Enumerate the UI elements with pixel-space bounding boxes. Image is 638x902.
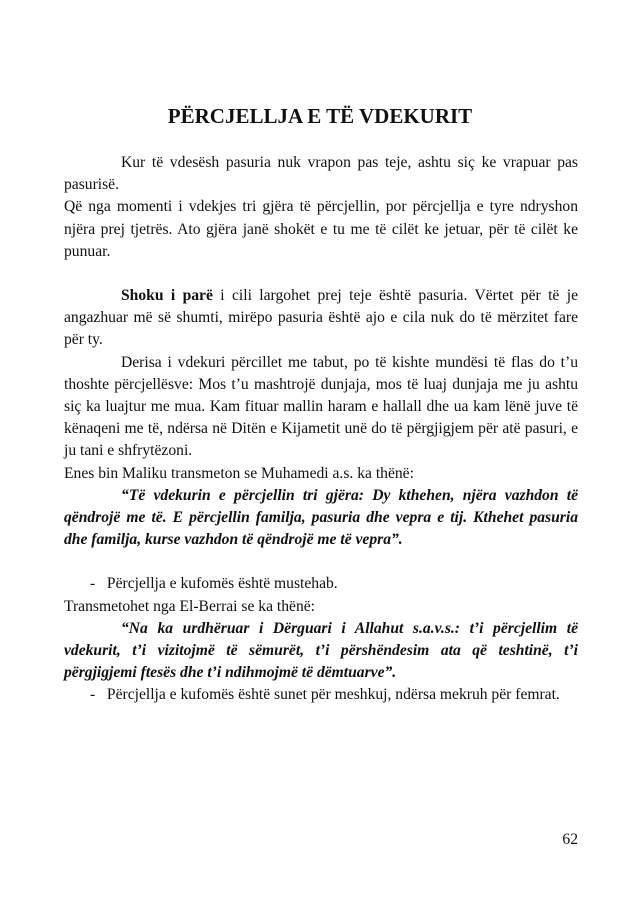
hadith-quote-1: “Të vdekurin e përcjellin tri gjëra: Dy kthehen, njëra vazhdon të qëndrojë me të. E përcjellin familja, pasuria dhe vepra e tij. Kthehet pasuria dhe familja, kurse vazhdon të qëndrojë me të vepra”. [64, 486, 578, 549]
page-body [64, 152, 578, 707]
chapter-title: PËRCJELLJA E TË VDEKURIT [167, 104, 473, 128]
paragraph-6: Transmetohet nga El-Berrai se ka thënë: [64, 597, 316, 615]
hadith-quote-2: “Na ka urdhëruar i Dërguari i Allahut s.a.v.s.: t’i përcjellim të vdekurit, t’i vizitojmë të sëmurët, t’i përshëndesim ata që teshtinë, t’i përgjigjemi ftesës dhe t’i ndihmojmë të dëmtuarve”. [64, 619, 578, 682]
paragraph-3-lead: Shoku i parë [121, 287, 213, 305]
paragraph-3-text: i cili largohet prej teje është pasuria. Vërtet për të je angazhuar më së shumti, mirëpo pasuria është ajo e cila nuk do të mërzitet fare për ty. [64, 287, 578, 349]
paragraph-2: Që nga momenti i vdekjes tri gjëra të përcjellin, por përcjellja e tyre ndryshon njëra prej tjetrës. Ato gjëra janë shokët e tu me të cilët ke jetuar, për të cilët ke punuar. [64, 198, 578, 260]
page-number: 62 [562, 831, 578, 848]
dash-item-1-text: Përcjellja e kufomës është mustehab. [106, 575, 338, 593]
paragraph-3 [64, 285, 578, 352]
dash-mark-2: - [90, 686, 96, 704]
dash-mark-1: - [90, 575, 96, 593]
paragraph-1: Kur të vdesësh pasuria nuk vrapon pas teje, ashtu siç ke vrapuar pas pasurisë. [64, 154, 578, 194]
dash-item-1 [64, 573, 578, 595]
dash-item-2-text: Përcjellja e kufomës është sunet për meshkuj, ndërsa mekruh për femrat. [106, 686, 560, 704]
paragraph-4: Derisa i vdekuri përcillet me tabut, po të kishte mundësi të flas do t’u thoshte përcjellësve: Mos t’u mashtrojë dunjaja, mos të luaj dunjaja me ju ashtu siç ka luajtur me mua. Kam fituar mallin haram e hallall dhe ua kam lënë juve të kënaqeni me të, ndërsa në Ditën e Kijametit unë do të përgjigjem për atë pasuri, e ju tani e shfrytëzoni. [64, 353, 578, 460]
paragraph-5: Enes bin Maliku transmeton se Muhamedi a.s. ka thënë: [64, 464, 414, 482]
dash-item-2 [64, 684, 578, 706]
